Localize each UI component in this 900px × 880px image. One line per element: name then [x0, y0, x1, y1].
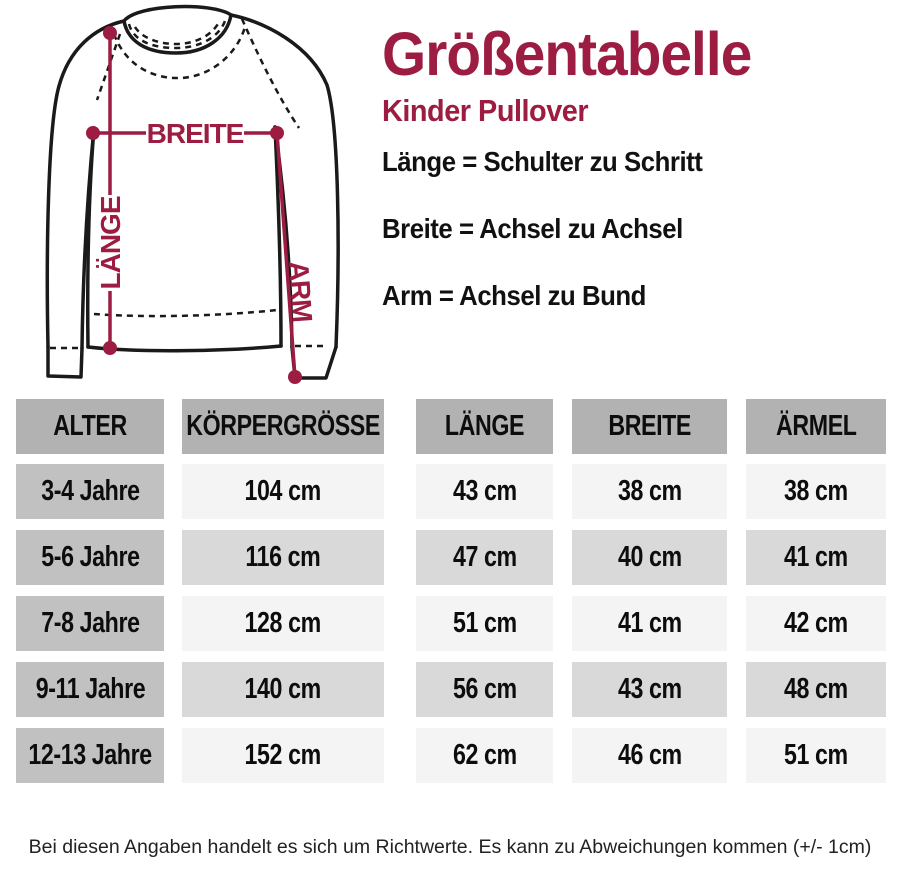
breite-right-dot: [270, 126, 284, 140]
breite-label: BREITE: [146, 118, 244, 149]
laenge-label: LÄNGE: [95, 196, 126, 290]
measurement-legend: [382, 146, 730, 347]
value-cell: 56 cm: [416, 662, 553, 717]
value-cell: 42 cm: [746, 596, 886, 651]
footer-note: Bei diesen Angaben handelt es sich um Richtwerte. Es kann zu Abweichungen kommen (+/- 1cm): [28, 836, 872, 858]
value-cell: 140 cm: [182, 662, 384, 717]
header-koerpergroesse: KÖRPERGRÖSSE: [182, 399, 384, 454]
table-row: [16, 530, 886, 585]
age-cell: 3-4 Jahre: [16, 464, 164, 519]
legend-laenge: Länge = Schulter zu Schritt: [382, 146, 703, 177]
sweater-diagram: [15, 0, 365, 430]
value-cell: 152 cm: [182, 728, 384, 783]
page-subtitle: Kinder Pullover: [382, 93, 589, 129]
value-cell: 51 cm: [746, 728, 886, 783]
page-title: Größentabelle: [382, 20, 752, 88]
value-cell: 62 cm: [416, 728, 553, 783]
value-cell: 104 cm: [182, 464, 384, 519]
header-alter: ALTER: [16, 399, 164, 454]
value-cell: 40 cm: [572, 530, 727, 585]
value-cell: 41 cm: [746, 530, 886, 585]
age-cell: 9-11 Jahre: [16, 662, 164, 717]
value-cell: 41 cm: [572, 596, 727, 651]
arm-label: ARM: [282, 259, 319, 323]
age-cell: 7-8 Jahre: [16, 596, 164, 651]
value-cell: 128 cm: [182, 596, 384, 651]
header-breite: BREITE: [572, 399, 727, 454]
value-cell: 51 cm: [416, 596, 553, 651]
size-table: [16, 399, 886, 794]
age-cell: 12-13 Jahre: [16, 728, 164, 783]
value-cell: 38 cm: [746, 464, 886, 519]
header-aermel: ÄRMEL: [746, 399, 886, 454]
legend-breite: Breite = Achsel zu Achsel: [382, 213, 683, 244]
header-laenge: LÄNGE: [416, 399, 553, 454]
legend-arm: Arm = Achsel zu Bund: [382, 280, 646, 311]
value-cell: 43 cm: [572, 662, 727, 717]
value-cell: 43 cm: [416, 464, 553, 519]
sweater-outline: [47, 7, 338, 378]
table-row: [16, 596, 886, 651]
laenge-top-dot: [103, 26, 117, 40]
value-cell: 47 cm: [416, 530, 553, 585]
title-block: [382, 22, 779, 129]
table-row: [16, 464, 886, 519]
breite-left-dot: [86, 126, 100, 140]
value-cell: 46 cm: [572, 728, 727, 783]
table-row: [16, 728, 886, 783]
table-header-row: [16, 399, 886, 454]
value-cell: 116 cm: [182, 530, 384, 585]
value-cell: 38 cm: [572, 464, 727, 519]
age-cell: 5-6 Jahre: [16, 530, 164, 585]
laenge-bottom-dot: [103, 341, 117, 355]
arm-end-dot: [288, 370, 302, 384]
value-cell: 48 cm: [746, 662, 886, 717]
table-row: [16, 662, 886, 717]
